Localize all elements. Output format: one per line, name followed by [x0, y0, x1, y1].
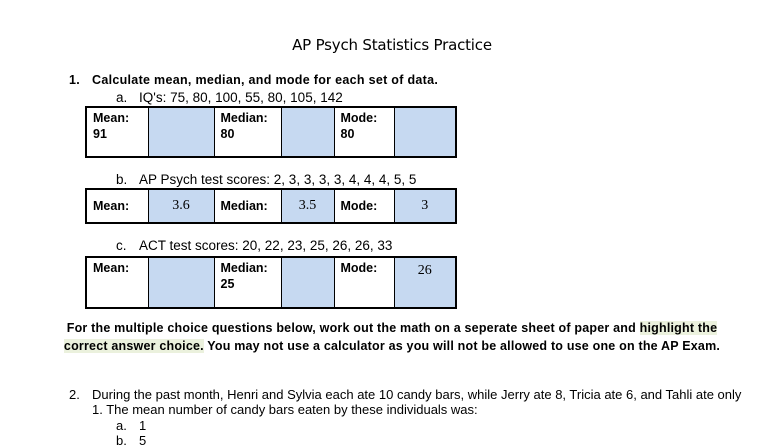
median-value: 25 — [220, 277, 235, 291]
stats-table-c — [85, 256, 457, 309]
mean-cell — [86, 107, 148, 157]
mode-label: Mode: — [340, 111, 378, 125]
page-title: AP Psych Statistics Practice — [292, 36, 492, 54]
question-text: During the past month, Henri and Sylvia each ate 10 candy bars, while Jerry ate 8, Tricia ate 6, and Tahli ate only 1. The mean number of candy bars eaten by these individuals was: — [92, 387, 742, 417]
mean-answer-cell[interactable]: 3.6 — [148, 189, 214, 223]
choice-letter: a. — [116, 418, 127, 433]
mean-answer-cell[interactable] — [148, 257, 214, 308]
median-label: Median: — [220, 111, 268, 125]
choice-text: 5 — [139, 433, 147, 448]
stats-table-b — [85, 188, 457, 224]
mean-answer-cell[interactable] — [148, 107, 214, 157]
question-number: 1. — [69, 73, 81, 87]
mode-label: Mode: — [334, 189, 394, 223]
instructions-text: For the multiple choice questions below, work out the math on a seperate sheet of paper and — [66, 321, 640, 335]
mode-cell — [334, 107, 394, 157]
choice-text: 1 — [139, 418, 147, 433]
set-description: AP Psych test scores: 2, 3, 3, 3, 3, 4, 4, 4, 5, 5 — [139, 172, 417, 187]
mode-answer-cell[interactable] — [394, 107, 456, 157]
mode-answer-cell[interactable]: 3 — [394, 189, 456, 223]
mean-cell — [86, 257, 148, 308]
stats-table-a — [85, 106, 457, 158]
question-text: Calculate mean, median, and mode for each set of data. — [92, 73, 439, 87]
question-2 — [69, 387, 749, 417]
mean-label: Mean: — [93, 261, 130, 275]
mode-value: 80 — [340, 127, 355, 141]
set-letter: b. — [116, 172, 128, 187]
data-set-a-label — [116, 90, 343, 105]
set-letter: a. — [116, 90, 128, 105]
median-cell — [214, 107, 281, 157]
question-number: 2. — [69, 387, 80, 402]
set-description: ACT test scores: 20, 22, 23, 25, 26, 26, 33 — [139, 238, 393, 253]
set-description: IQ's: 75, 80, 100, 55, 80, 105, 142 — [139, 90, 343, 105]
mean-value: 91 — [93, 127, 107, 141]
median-answer-cell[interactable] — [281, 107, 334, 157]
median-answer-cell[interactable]: 3.5 — [281, 189, 334, 223]
choice-letter: b. — [116, 433, 127, 448]
median-answer-cell[interactable] — [281, 257, 334, 308]
median-cell — [214, 257, 281, 308]
question-1-prompt — [69, 73, 438, 87]
set-letter: c. — [116, 238, 127, 253]
data-set-b-label — [116, 172, 416, 187]
mode-cell — [334, 257, 394, 308]
median-label: Median: — [214, 189, 281, 223]
multiple-choice-instructions — [44, 319, 740, 355]
answer-choice-a[interactable] — [116, 418, 146, 433]
median-label: Median: — [220, 261, 268, 275]
highlighted-instruction: highlight the correct answer choice. — [63, 321, 718, 353]
mean-label: Mean: — [86, 189, 148, 223]
mode-answer-cell[interactable]: 26 — [394, 257, 456, 308]
mean-label: Mean: — [93, 111, 130, 125]
median-value: 80 — [220, 127, 235, 141]
mode-label: Mode: — [340, 261, 378, 275]
data-set-c-label — [116, 238, 392, 253]
instructions-text-continued: You may not use a calculator as you will not be allowed to use one on the AP Exam. — [203, 339, 721, 353]
